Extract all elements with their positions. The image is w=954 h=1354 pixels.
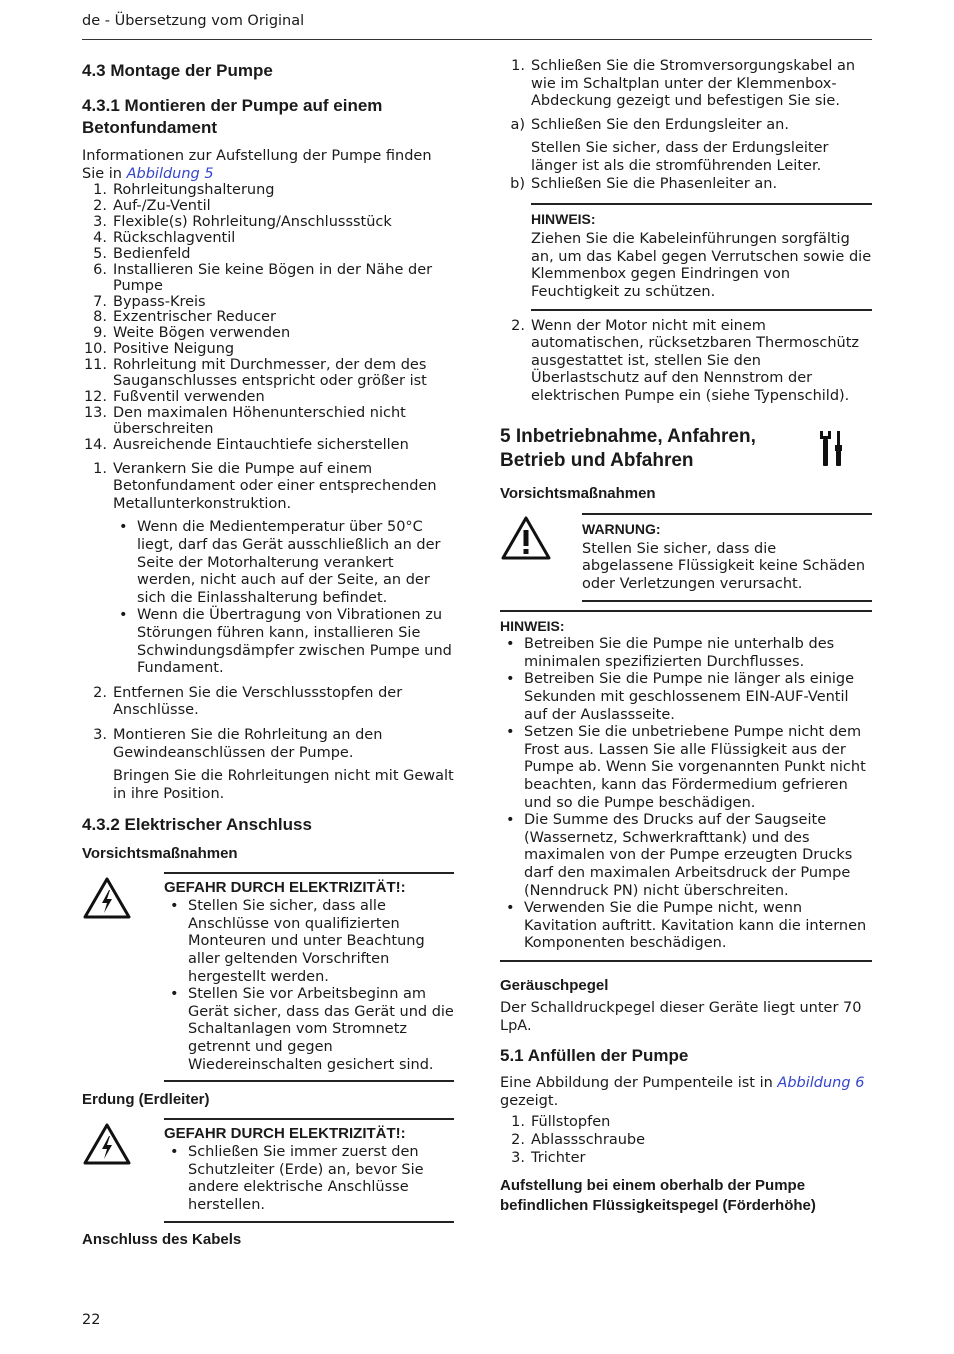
fill-legend-item-text: Trichter	[531, 1149, 586, 1166]
fill-legend-list	[500, 1114, 872, 1167]
fill-text-2: gezeigt.	[500, 1092, 559, 1109]
substep-a-label: a)	[510, 116, 525, 133]
fill-legend-item	[500, 1132, 872, 1150]
intro-paragraph	[82, 148, 454, 183]
legend-item-text: Bypass-Kreis	[113, 293, 206, 310]
fill-text: Eine Abbildung der Pumpenteile ist in	[500, 1075, 778, 1092]
legend-item-number: 2.	[93, 198, 107, 215]
step-2-text: Entfernen Sie die Verschlussstopfen der Anschlüsse.	[113, 684, 403, 719]
danger-bullet: • Stellen Sie sicher, dass alle Anschlüsse von qualifizierten Monteuren und unter Beachtung aller geltenden Vorschriften hergestellt werden.	[164, 898, 454, 986]
page-header	[82, 13, 872, 40]
legend-item-number: 1.	[93, 182, 107, 199]
legend-item	[82, 183, 454, 199]
danger-2-bullets	[164, 1144, 454, 1214]
figure-6-link[interactable]: Abbildung 6	[777, 1075, 865, 1092]
substep-b-text: Schließen Sie die Phasenleiter an.	[531, 175, 778, 192]
legend-item-number: 3.	[93, 214, 107, 230]
legend-item	[82, 358, 454, 390]
legend-item-text: Rückschlagventil	[113, 229, 236, 246]
cable-step-1	[500, 58, 872, 111]
legend-item-text: Den maximalen Höhenunterschied nicht überschreiten	[113, 404, 406, 437]
legend-item	[82, 342, 454, 358]
fill-legend-item-text: Füllstopfen	[531, 1114, 611, 1131]
legend-item-text: Weite Bögen verwenden	[113, 325, 291, 342]
tools-icon	[818, 429, 848, 471]
legend-item-text: Installieren Sie keine Bögen in der Nähe der Pumpe	[113, 261, 433, 294]
hinweis-bullet: • Betreiben Sie die Pumpe nie länger als einige Sekunden mit geschlossenem EIN-AUF-Ventil auf der Auslassseite.	[500, 671, 872, 724]
legend-item	[82, 406, 454, 438]
right-column	[500, 58, 872, 1216]
legend-item-text: Exzentrischer Reducer	[113, 309, 276, 326]
warning-triangle-icon	[500, 515, 552, 565]
fill-legend-item-text: Ablassschraube	[531, 1131, 646, 1148]
cable-step-1-text: Schließen Sie die Stromversorgungskabel an wie im Schaltplan unter der Klemmenbox-Abdeckung gezeigt und befestigen Sie sie.	[531, 58, 856, 110]
fill-legend-item-number: 1.	[511, 1114, 525, 1131]
electric-danger-box-2	[82, 1118, 454, 1222]
danger-bullet: • Schließen Sie immer zuerst den Schutzleiter (Erde) an, bevor Sie andere elektrische Anschlüsse herstellen.	[164, 1144, 454, 1214]
legend-item-number: 4.	[93, 229, 107, 246]
legend-item	[82, 215, 454, 231]
legend-item-number: 9.	[93, 325, 107, 342]
legend-item	[82, 247, 454, 263]
fill-legend-item	[500, 1150, 872, 1168]
step-1	[82, 461, 454, 678]
warning-content	[582, 513, 872, 603]
section-5-heading: 5 Inbetriebnahme, Anfahren, Betrieb und Abfahren	[500, 425, 756, 471]
step-2	[82, 685, 454, 720]
substep-b-label: b)	[510, 175, 525, 192]
legend-item-text: Fußventil verwenden	[113, 388, 265, 405]
hinweis-bullet: • Setzen Sie die unbetriebene Pumpe nicht dem Frost aus. Lassen Sie alle Flüssigkeit aus der Pumpe ab. Wenn Sie vorgenannten Punkt nicht beachten, kann das Fördermedium gefrieren und so die Pumpe beschädigen.	[500, 724, 872, 812]
hinweis-2-title: HINWEIS:	[500, 618, 565, 635]
cable-step-2	[500, 318, 872, 406]
step-1-text: Verankern Sie die Pumpe auf einem Betonfundament oder einer entsprechenden Metallunterkonstruktion.	[113, 460, 437, 512]
danger-2-content	[164, 1118, 454, 1222]
hinweis-box-2	[500, 610, 872, 962]
cable-steps-2	[500, 318, 872, 406]
section-4-3-1-heading: 4.3.1 Montieren der Pumpe auf einem Betonfundament	[82, 96, 383, 137]
legend-item-number: 6.	[93, 261, 107, 278]
legend-item-number: 12.	[83, 388, 107, 405]
intro-text: Informationen zur Aufstellung der Pumpe finden Sie in	[82, 148, 432, 182]
legend-item-number: 10.	[83, 341, 107, 358]
hinweis-bullet: • Verwenden Sie die Pumpe nicht, wenn Kavitation auftritt. Kavitation kann die internen Komponenten beschädigen.	[500, 900, 872, 953]
legend-item-number: 5.	[93, 245, 107, 262]
danger-1-bullets	[164, 898, 454, 1074]
legend-item-text: Positive Neigung	[113, 341, 235, 358]
legend-item	[82, 390, 454, 406]
precautions-heading-2: Vorsichtsmaßnahmen	[500, 484, 656, 502]
mounting-steps	[82, 461, 454, 804]
header-title: de - Übersetzung vom Original	[82, 13, 305, 29]
hinweis-bullet: • Betreiben Sie die Pumpe nie unterhalb des minimalen spezifizierten Durchflusses.	[500, 636, 872, 671]
legend-item	[82, 263, 454, 295]
precautions-heading: Vorsichtsmaßnahmen	[82, 845, 238, 863]
cable-steps	[500, 58, 872, 193]
step-3	[82, 727, 454, 803]
electric-danger-icon	[82, 1122, 132, 1170]
left-column	[82, 58, 454, 1250]
legend-item	[82, 326, 454, 342]
step-1-bullets	[113, 519, 454, 677]
legend-item-text: Flexible(s) Rohrleitung/Anschlussstück	[113, 214, 392, 230]
figure-5-link[interactable]: Abbildung 5	[126, 165, 214, 182]
warning-box	[500, 513, 872, 603]
legend-item-text: Rohrleitung mit Durchmesser, der dem des Sauganschlusses entspricht oder größer ist	[113, 357, 427, 390]
noise-heading: Geräuschpegel	[500, 976, 609, 994]
danger-1-content	[164, 872, 454, 1082]
legend-item	[82, 199, 454, 215]
section-5-header	[500, 425, 872, 473]
section-4-3-2-heading: 4.3.2 Elektrischer Anschluss	[82, 815, 312, 835]
danger-2-title: GEFAHR DURCH ELEKTRIZITÄT!:	[164, 1125, 406, 1143]
step-1-number: 1.	[93, 460, 107, 477]
danger-1-title: GEFAHR DURCH ELEKTRIZITÄT!:	[164, 879, 406, 897]
step-3-text: Montieren Sie die Rohrleitung an den Gewindeanschlüssen der Pumpe.	[113, 726, 383, 761]
legend-item-text: Rohrleitungshalterung	[113, 182, 275, 199]
fill-legend-item	[500, 1114, 872, 1132]
bullet-item: • Wenn die Übertragung von Vibrationen zu Störungen führen kann, installieren Sie Schwindungsdämpfer zwischen Pumpe und Fundament.	[113, 607, 454, 677]
noise-text: Der Schalldruckpegel dieser Geräte liegt unter 70 LpA.	[500, 999, 862, 1034]
legend-item	[82, 231, 454, 247]
legend-item	[82, 438, 454, 454]
bullet-item: • Wenn die Medientemperatur über 50°C liegt, darf das Gerät ausschließlich an der Seite der Motorhalterung verankert werden, nicht auch auf der Seite, an der sich die Einlasshalterung befindet.	[113, 519, 454, 607]
fill-legend-item-number: 2.	[511, 1131, 525, 1148]
step-3-note: Bringen Sie die Rohrleitungen nicht mit Gewalt in ihre Position.	[113, 768, 454, 802]
hinweis-1-text: Ziehen Sie die Kabeleinführungen sorgfältig an, um das Kabel gegen Verrutschen sowie die Klemmenbox gegen Eindringen von Feuchtigkeit zu schützen.	[531, 231, 872, 300]
fill-paragraph	[500, 1075, 872, 1110]
cable-connection-heading: Anschluss des Kabels	[82, 1230, 242, 1248]
legend-item	[82, 310, 454, 326]
electric-danger-box-1	[82, 872, 454, 1082]
hinweis-bullet: • Die Summe des Drucks auf der Saugseite (Wassernetz, Schwerkrafttank) und des maximalen von der Pumpe erzeugten Drucks darf den maximalen Arbeitsdruck der Pumpe (Nenndruck PN) nicht überschreiten.	[500, 812, 872, 900]
hinweis-box-1	[531, 203, 872, 310]
step-2-number: 2.	[93, 684, 107, 701]
substep-a-text: Schließen Sie den Erdungsleiter an.	[531, 116, 789, 133]
figure-legend-list	[82, 183, 454, 453]
warning-title: WARNUNG:	[582, 520, 661, 537]
fill-legend-item-number: 3.	[511, 1149, 525, 1166]
hinweis-1-title: HINWEIS:	[531, 211, 596, 228]
legend-item-number: 13.	[83, 404, 107, 421]
legend-item-text: Auf-/Zu-Ventil	[113, 198, 211, 215]
cable-step-1-number: 1.	[511, 58, 525, 74]
legend-item-text: Bedienfeld	[113, 245, 191, 262]
legend-item-number: 14.	[83, 436, 107, 453]
substep-a-note: Stellen Sie sicher, dass der Erdungsleiter länger ist als die stromführenden Leiter.	[531, 140, 829, 174]
section-4-3-heading: 4.3 Montage der Pumpe	[82, 61, 273, 80]
electric-danger-icon	[82, 876, 132, 924]
danger-bullet: • Stellen Sie vor Arbeitsbeginn am Gerät sicher, dass das Gerät und die Schaltanlagen vom Stromnetz getrennt und gegen Wiedereinschalten gesichert sind.	[164, 986, 454, 1074]
cable-step-2-number: 2.	[511, 317, 525, 334]
legend-item-text: Ausreichende Eintauchtiefe sicherstellen	[113, 436, 409, 453]
legend-item-number: 7.	[93, 293, 107, 310]
page-number: 22	[82, 1312, 101, 1328]
section-5-1-heading: 5.1 Anfüllen der Pumpe	[500, 1046, 689, 1066]
cable-substep-a	[500, 117, 872, 176]
warning-text: Stellen Sie sicher, dass die abgelassene Flüssigkeit keine Schäden oder Verletzungen verursacht.	[582, 540, 866, 592]
step-3-number: 3.	[93, 726, 107, 743]
cable-substep-b	[500, 176, 872, 194]
legend-item-number: 11.	[83, 357, 107, 374]
legend-item	[82, 295, 454, 311]
legend-item-number: 8.	[93, 309, 107, 326]
grounding-heading: Erdung (Erdleiter)	[82, 1091, 210, 1109]
cable-step-2-text: Wenn der Motor nicht mit einem automatischen, rücksetzbaren Thermoschütz ausgestattet ist, stellen Sie den Überlastschutz auf den Nennstrom der elektrischen Pumpe ein (siehe Typenschild).	[531, 317, 860, 404]
setup-heading: Aufstellung bei einem oberhalb der Pumpe befindlichen Flüssigkeitspegel (Förderhöhe)	[500, 1177, 816, 1215]
hinweis-2-bullets	[500, 636, 872, 953]
